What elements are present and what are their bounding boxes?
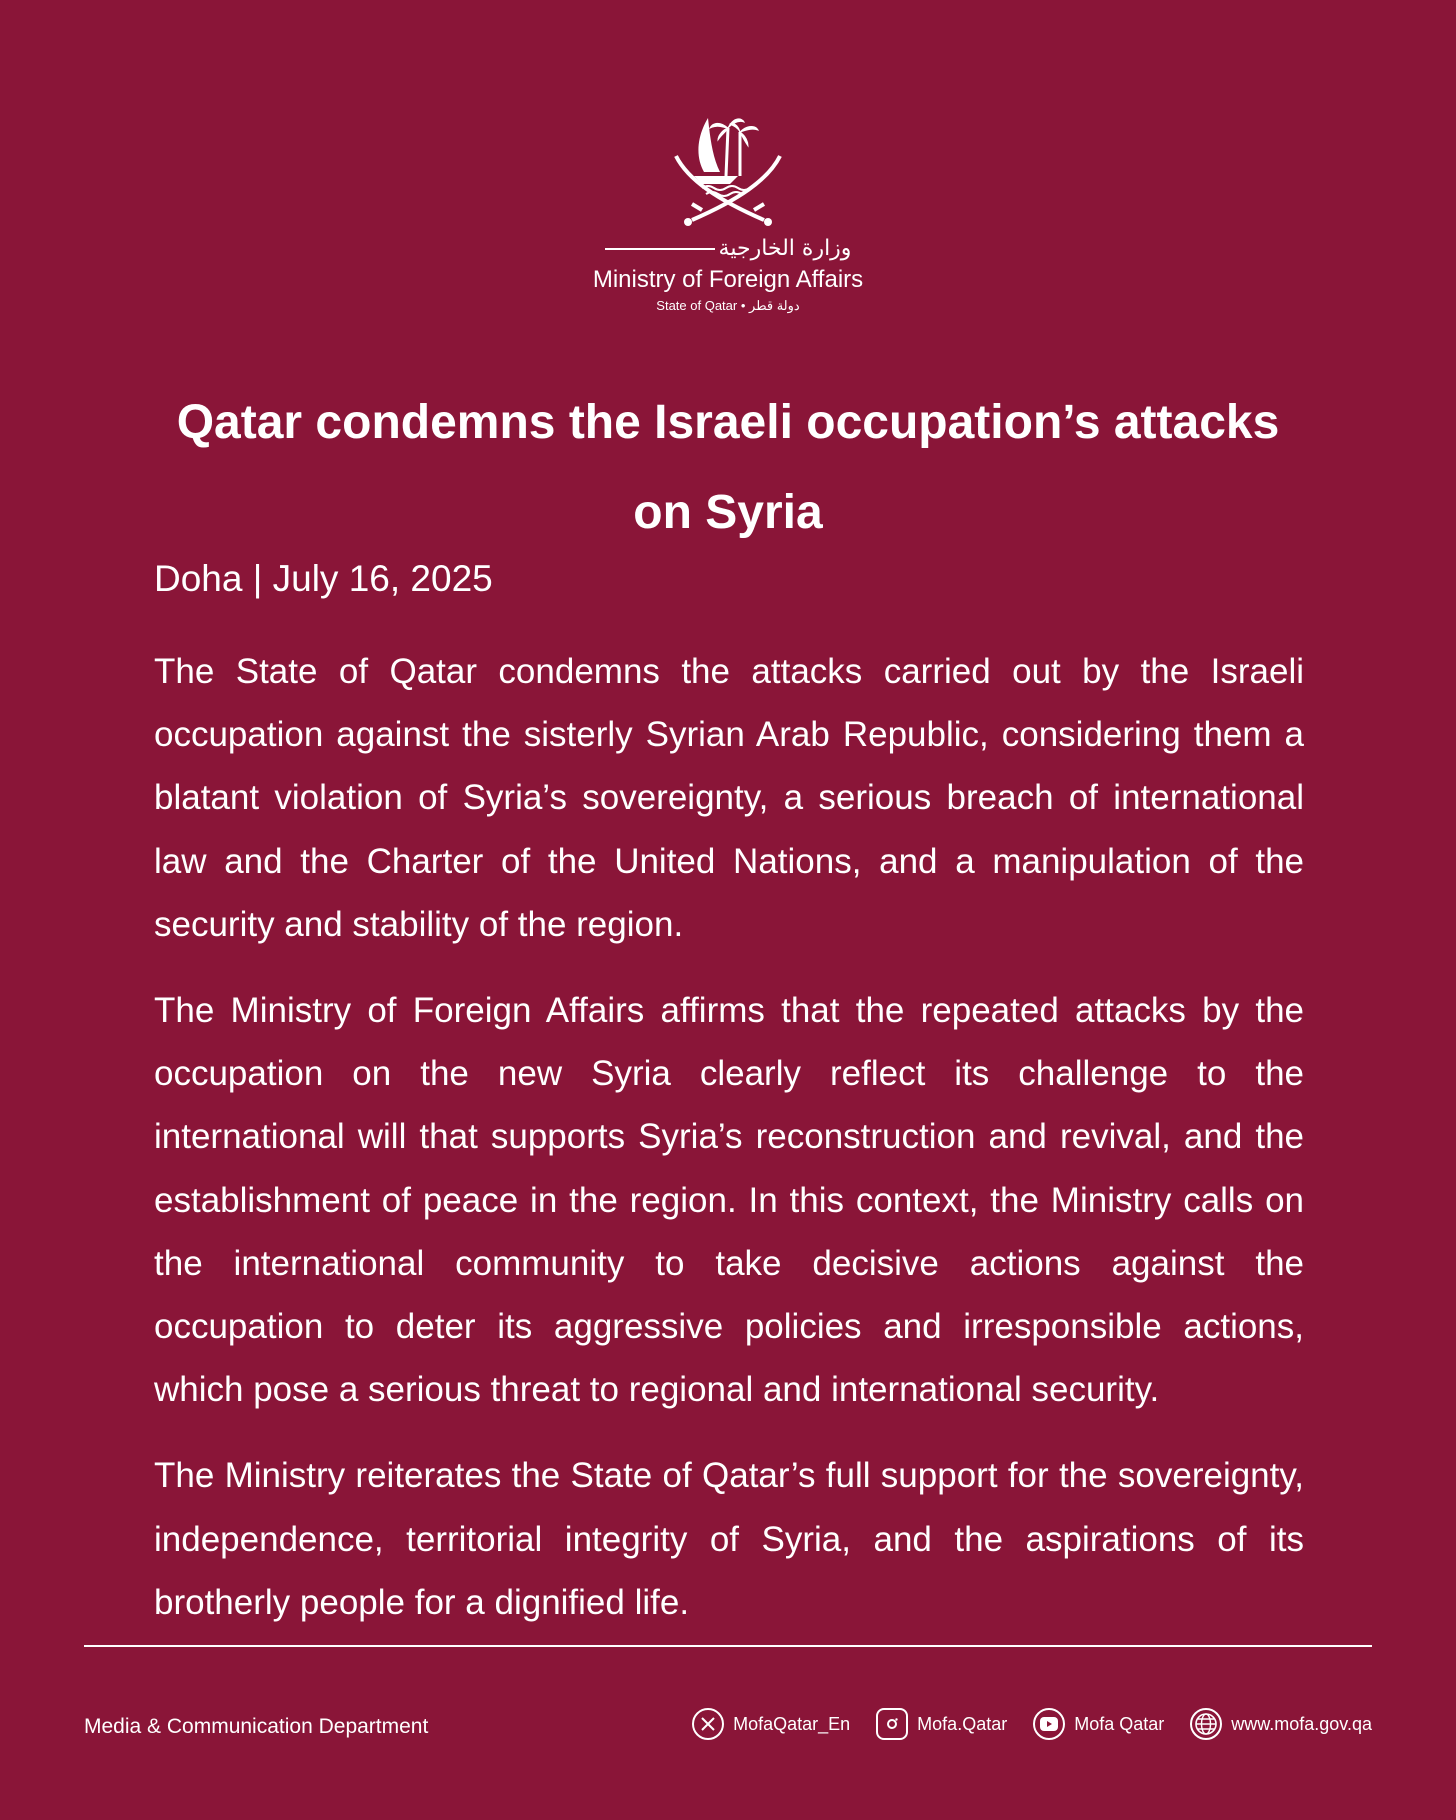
social-links (692, 1708, 1372, 1740)
emblem-icon (668, 110, 788, 228)
ministry-name-english: Ministry of Foreign Affairs (592, 266, 864, 293)
state-of-qatar-label: State of Qatar • دولة قطر (656, 298, 800, 313)
website-link[interactable] (1190, 1708, 1372, 1740)
paragraph-1: The State of Qatar condemns the attacks carried out by the Israeli occupation against the sisterly Syrian Arab Republic, considering them a blatant violation of Syria’s sovereignty, a serious breach of international law and the Charter of the United Nations, and a manipulation of the security and stability of the region. (154, 652, 1304, 944)
department-label: Media & Communication Department (84, 1715, 429, 1738)
instagram-link[interactable] (876, 1708, 1007, 1740)
x-icon (692, 1708, 724, 1740)
youtube-link[interactable] (1033, 1708, 1164, 1740)
x-handle: MofaQatar_En (733, 1713, 851, 1734)
title-line-1: Qatar condemns the Israeli occupation’s attacks (176, 396, 1280, 449)
instagram-handle: Mofa.Qatar (917, 1713, 1008, 1734)
instagram-icon (876, 1708, 908, 1740)
youtube-handle: Mofa Qatar (1074, 1713, 1165, 1734)
press-release-title (120, 378, 1336, 558)
website-url: www.mofa.gov.qa (1231, 1713, 1372, 1734)
dateline: Doha | July 16, 2025 (154, 558, 493, 599)
ministry-name-arabic: وزارة الخارجية (0, 234, 1456, 264)
title-line-2: on Syria (633, 486, 823, 539)
press-release-body (154, 640, 1304, 1657)
globe-icon (1190, 1708, 1222, 1740)
youtube-icon (1033, 1708, 1065, 1740)
paragraph-2: The Ministry of Foreign Affairs affirms that the repeated attacks by the occupation on the new Syria clearly reflect its challenge to the international will that supports Syria’s reconstruction and revival, and the establishment of peace in the region. In this context, the Ministry calls on the international community to take decisive actions against the occupation to deter its aggressive policies and irresponsible actions, which pose a serious threat to regional and international security. (154, 991, 1304, 1410)
paragraph-3: The Ministry reiterates the State of Qatar’s full support for the sovereignty, independence, territorial integrity of Syria, and the aspirations of its brotherly people for a dignified life. (154, 1456, 1304, 1622)
ministry-header (0, 110, 1456, 316)
arabic-kashida-rule (605, 248, 715, 250)
footer-divider (84, 1645, 1372, 1647)
x-link[interactable] (692, 1708, 850, 1740)
